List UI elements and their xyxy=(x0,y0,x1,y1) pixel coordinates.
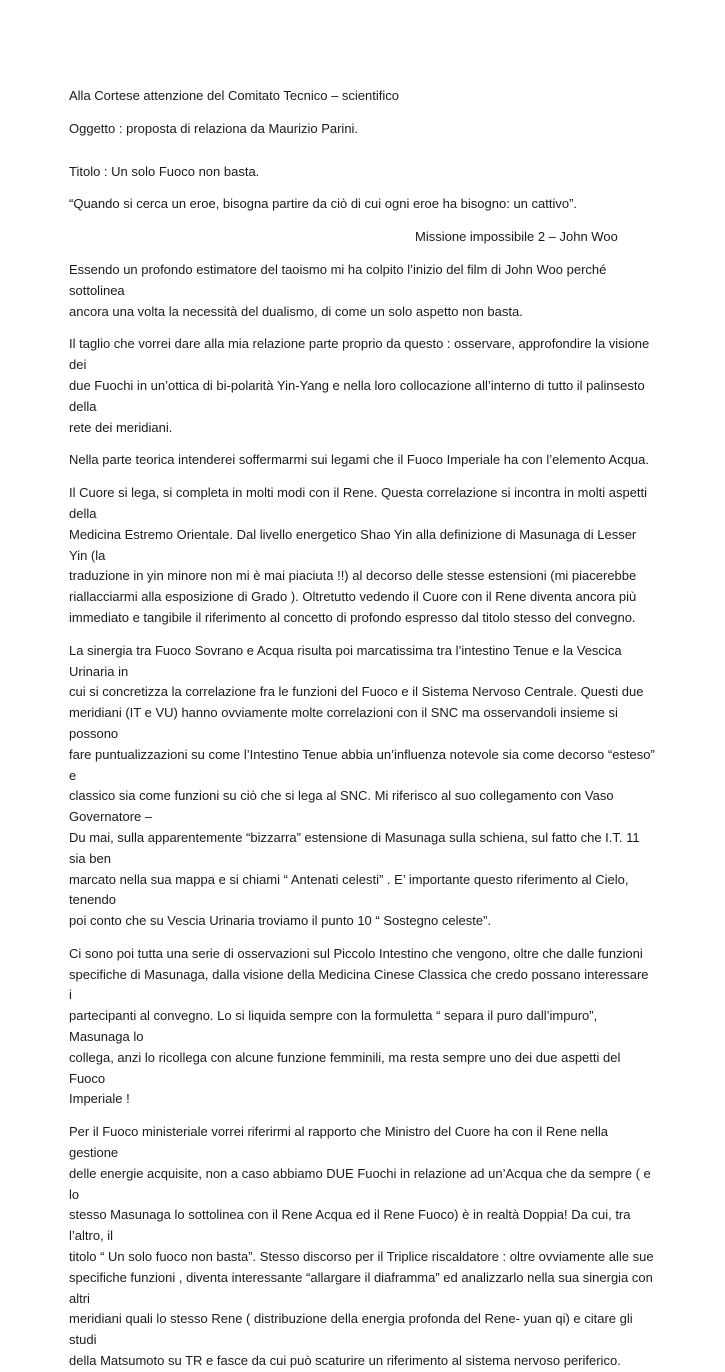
title-line: Titolo : Un solo Fuoco non basta. xyxy=(69,163,260,179)
paragraph: La sinergia tra Fuoco Sovrano e Acqua risulta poi marcatissima tra l’intestino Tenue e la Vescica Urinaria in cui si concretizza la correlazione fra le funzioni del Fuoco e il Sistema Nervoso Centrale. Questi due meridiani (IT e VU) hanno ovviamente molte correlazioni con il SNC ma osservandoli insieme si possono fare puntualizzazioni su come l’Intestino Tenue abbia un’influenza notevole sia come decorso “esteso” e classico sia come funzioni su ciò che si lega al SNC. Mi riferisco al suo collegamento con Vaso Governatore – Du mai, sulla apparentemente “bizzarra” estensione di Masunaga sulla schiena, sul fatto che I.T. 11 sia ben marcato nella sua mappa e si chiami “ Antenati celesti” . E’ importante questo riferimento al Cielo, tenendo poi conto che su Vescia Urinaria troviamo il punto 10 “ Sostegno celeste”. xyxy=(69,642,655,929)
salutation-line: Alla Cortese attenzione del Comitato Tecnico – scientifico xyxy=(69,88,399,103)
quote-line: “Quando si cerca un eroe, bisogna partire da ciò di cui ogni eroe ha bisogno: un cattivo”. xyxy=(69,196,578,212)
paragraph: Per il Fuoco ministeriale vorrei riferirmi al rapporto che Ministro del Cuore ha con il Rene nella gestione delle energie acquisite, non a caso abbiamo DUE Fuochi in relazione ad un’Acqua che da sempre ( e lo stesso Masunaga lo sottolinea con il Rene Acqua ed il Rene Fuoco) è in realtà Doppia! Da cui, tra l’altro, il titolo “ Un solo fuoco non basta”. Stesso discorso per il Triplice riscaldatore : oltre ovviamente alle sue specifiche funzioni , diventa interessante “allargare il diaframma” ed analizzarlo nella sua sinergia con altri meridiani quali lo stesso Rene ( distribuzione della energia profonda del Rene- yuan qi) e citare gli studi della Matsumoto su TR e fasce da cui può scaturire un riferimento al sistema nervoso periferico. xyxy=(69,1124,654,1369)
quote-source: Missione impossibile 2 – John Woo xyxy=(415,229,618,245)
paragraph: Essendo un profondo estimatore del taoismo mi ha colpito l’inizio del film di John Woo perché sottolinea ancora una volta la necessità del dualismo, di come un solo aspetto non basta. xyxy=(69,261,607,319)
paragraph: Ci sono poi tutta una serie di osservazioni sul Piccolo Intestino che vengono, oltre che dalle funzioni specifiche di Masunaga, dalla visione della Medicina Cinese Classica che credo possano interessare i partecipanti al convegno. Lo si liquida sempre con la formuletta “ separa il puro dall’impuro”, Masunaga lo collega, anzi lo ricollega con alcune funzione femminili, ma resta sempre uno dei due aspetti del Fuoco Imperiale ! xyxy=(69,945,649,1107)
paragraph: Il taglio che vorrei dare alla mia relazione parte proprio da questo : osservare, approfondire la visione dei due Fuochi in un’ottica di bi-polarità Yin-Yang e nella loro collocazione all’interno di tutto il palinsesto della rete dei meridiani. xyxy=(69,336,650,435)
paragraph: Il Cuore si lega, si completa in molti modi con il Rene. Questa correlazione si incontra in molti aspetti della Medicina Estremo Orientale. Dal livello energetico Shao Yin alla definizione di Masunaga di Lesser Yin (la traduzione in yin minore non mi è mai piaciuta !!) al decorso delle stesse estensioni (mi piacerebbe riallacciarmi alla esposizione di Grado ). Oltretutto vedendo il Cuore con il Rene diventa ancora più immediato e tangibile il riferimento al concetto di profondo espresso dal titolo stesso del convegno. xyxy=(69,485,648,625)
paragraph: Nella parte teorica intenderei soffermarmi sui legami che il Fuoco Imperiale ha con l’elemento Acqua. xyxy=(69,452,649,468)
subject-line: Oggetto : proposta di relaziona da Maurizio Parini. xyxy=(69,120,359,136)
